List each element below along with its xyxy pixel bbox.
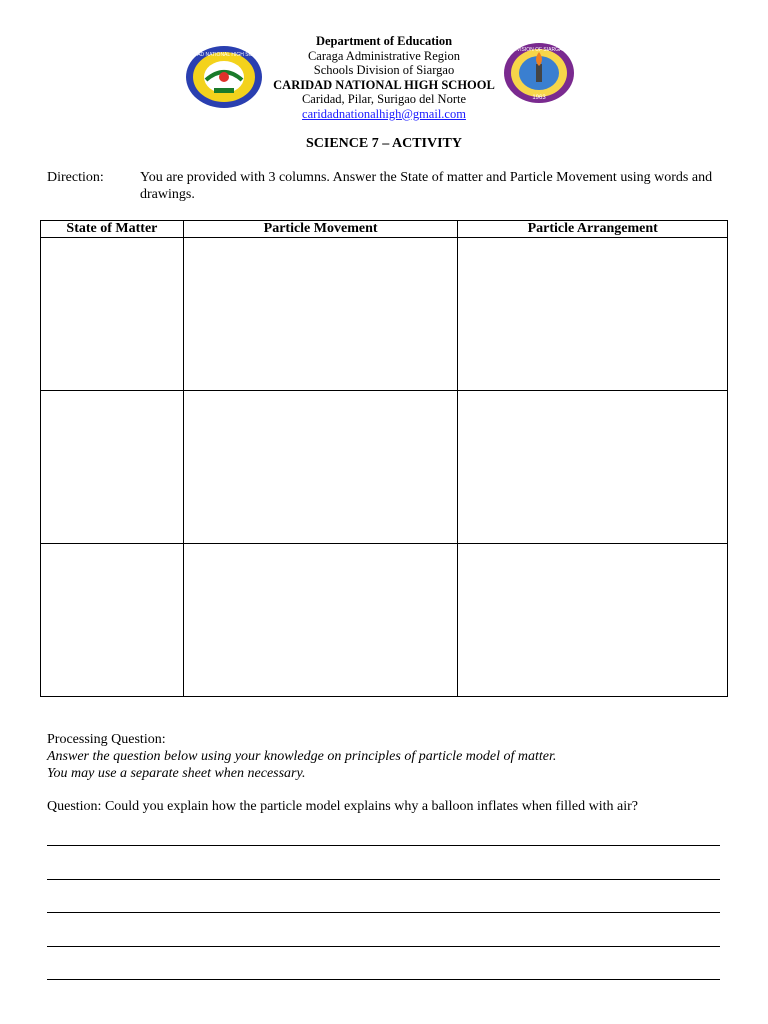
department-name: Department of Education — [315, 34, 453, 48]
left-seal-text: CARIDAD NATIONAL HIGH SCHOOL — [184, 52, 264, 58]
answer-cell[interactable] — [41, 391, 184, 544]
answer-cell[interactable] — [458, 391, 728, 544]
table-header-row — [41, 221, 728, 238]
right-seal-text: DIVISION OF SIARGAO — [511, 47, 567, 53]
answer-cell[interactable] — [183, 391, 458, 544]
answer-cell[interactable] — [41, 544, 184, 697]
direction-text: You are provided with 3 columns. Answer the State of matter and Particle Movement using words and drawings. — [140, 170, 713, 202]
answer-cell[interactable] — [183, 238, 458, 391]
processing-label: Processing Question: — [47, 732, 166, 747]
answer-line[interactable] — [47, 845, 720, 846]
table-row — [41, 238, 728, 391]
activity-table — [40, 220, 728, 697]
header-state-of-matter: State of Matter — [41, 221, 184, 238]
answer-cell[interactable] — [458, 544, 728, 697]
answer-cell[interactable] — [458, 238, 728, 391]
processing-question — [47, 731, 747, 782]
right-seal-year: 1963 — [532, 95, 546, 101]
question-text: Question: Could you explain how the particle model explains why a balloon inflates when filled with air? — [47, 799, 638, 814]
answer-cell[interactable] — [41, 238, 184, 391]
school-email-link[interactable]: caridadnationalhigh@gmail.com — [302, 106, 466, 121]
header-particle-movement: Particle Movement — [183, 221, 458, 238]
header-particle-arrangement: Particle Arrangement — [458, 221, 728, 238]
school-name: CARIDAD NATIONAL HIGH SCHOOL — [273, 77, 495, 92]
answer-cell[interactable] — [183, 544, 458, 697]
region-name: Caraga Administrative Region — [307, 48, 461, 63]
direction-label: Direction: — [47, 170, 104, 185]
answer-line[interactable] — [47, 912, 720, 913]
school-address: Caridad, Pilar, Surigao del Norte — [301, 92, 467, 106]
processing-instruction-2: You may use a separate sheet when necessary. — [47, 766, 306, 781]
processing-instruction-1: Answer the question below using your knowledge on principles of particle model of matter. — [47, 749, 557, 764]
answer-line[interactable] — [47, 979, 720, 980]
table-row — [41, 391, 728, 544]
answer-line[interactable] — [47, 946, 720, 947]
answer-line[interactable] — [47, 879, 720, 880]
division-name: Schools Division of Siargao — [313, 63, 455, 77]
letterhead — [0, 34, 768, 121]
table-row — [41, 544, 728, 697]
activity-title: SCIENCE 7 – ACTIVITY — [306, 136, 462, 151]
